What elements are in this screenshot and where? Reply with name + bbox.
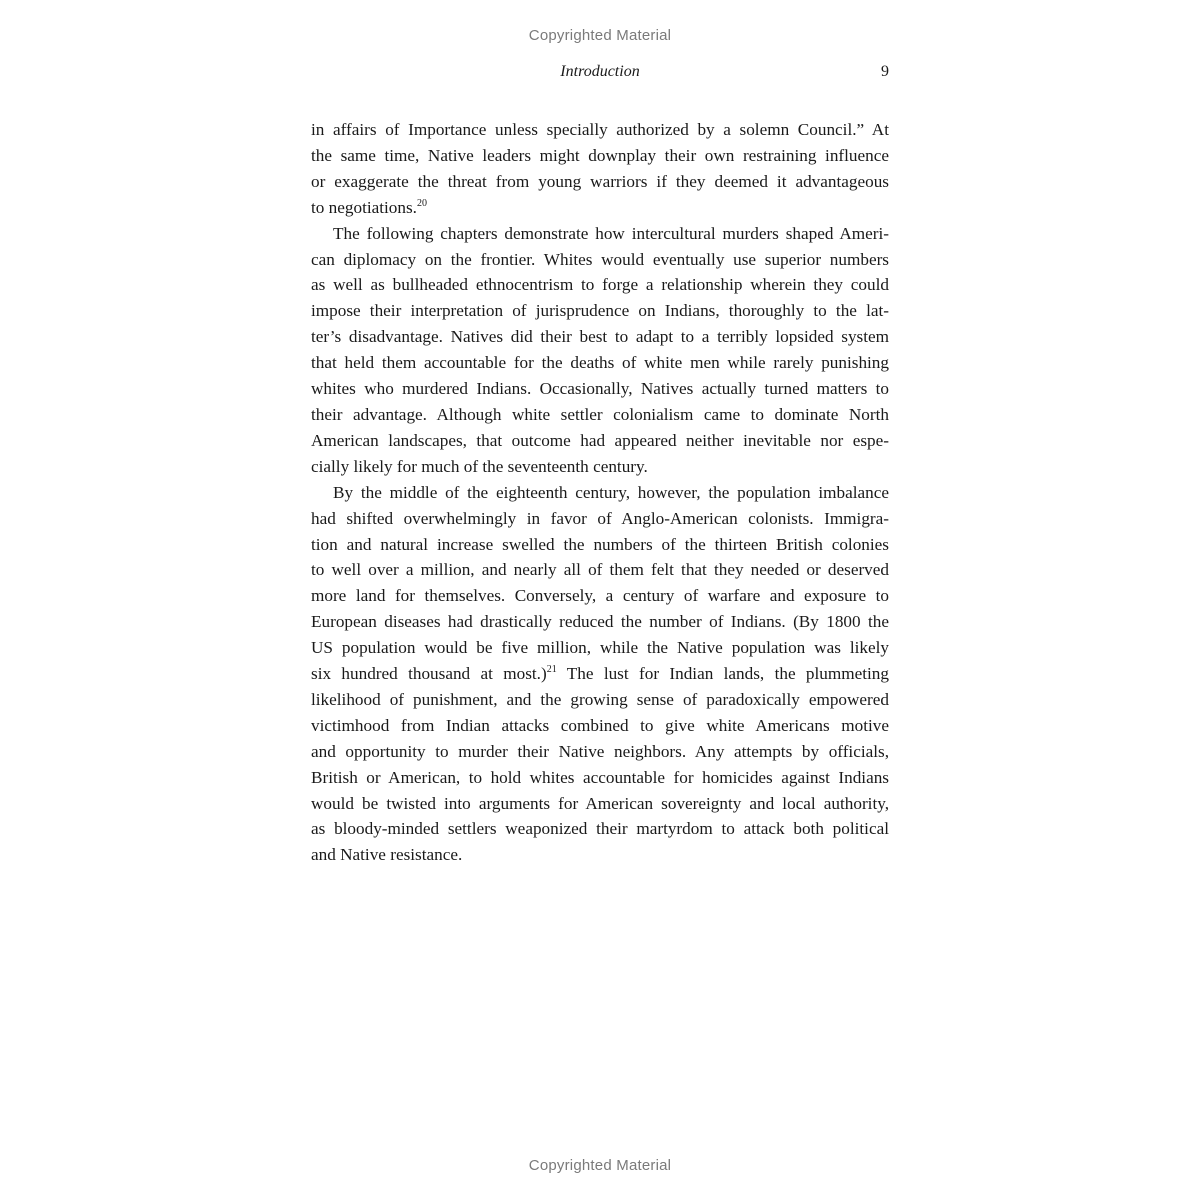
- paragraph-2: [311, 221, 889, 480]
- text-line: their advantage. Although white settler colonialism came to dominate North: [311, 404, 889, 424]
- text-line: more land for themselves. Conversely, a century of warfare and exposure to: [311, 586, 889, 606]
- text-line: victimhood from Indian attacks combined to give white Americans motive: [311, 715, 889, 735]
- paragraph-3: [311, 480, 889, 869]
- text-line: likelihood of punishment, and the growing sense of paradoxically empowered: [311, 689, 889, 709]
- text-line: would be twisted into arguments for American sovereignty and local authority,: [311, 793, 889, 813]
- text-line: in affairs of Importance unless specially authorized by a solemn Council.” At: [311, 120, 889, 139]
- footnote-ref[interactable]: 20: [416, 197, 427, 209]
- paragraph-1: [311, 117, 889, 221]
- text-line: tion and natural increase swelled the numbers of the thirteen British colonies: [311, 534, 889, 554]
- text-line: that held them accountable for the deaths of white men while rarely punishing: [311, 353, 889, 373]
- copyright-watermark-top: Copyrighted Material: [528, 27, 672, 44]
- text-line: [311, 661, 889, 687]
- text-line: the same time, Native leaders might downplay their own restraining influence: [311, 145, 889, 165]
- text-line-content: The lust for Indian lands, the plummeting: [556, 664, 889, 684]
- text-line: can diplomacy on the frontier. Whites would eventually use superior numbers: [311, 249, 889, 269]
- text-line: to well over a million, and nearly all of them felt that they needed or deserved: [311, 560, 889, 580]
- text-line: [311, 195, 889, 221]
- text-line: as bloody-minded settlers weaponized their martyrdom to attack both political: [311, 819, 889, 839]
- copyright-watermark-bottom: Copyrighted Material: [528, 1157, 672, 1174]
- text-line: American landscapes, that outcome had appeared neither inevitable nor espe-: [311, 430, 889, 450]
- text-line: The following chapters demonstrate how intercultural murders shaped Ameri-: [333, 223, 889, 243]
- text-line: as well as bullheaded ethnocentrism to forge a relationship wherein they could: [311, 275, 889, 295]
- running-title: Introduction: [560, 63, 640, 80]
- text-line: ter’s disadvantage. Natives did their best to adapt to a terribly lopsided system: [311, 327, 889, 347]
- text-line-content: six hundred thousand at most.): [311, 664, 547, 684]
- text-line: had shifted overwhelmingly in favor of Anglo-American colonists. Immigra-: [311, 508, 889, 528]
- text-line: By the middle of the eighteenth century, however, the population imbalance: [333, 482, 889, 502]
- text-line-content: to negotiations.: [311, 197, 417, 217]
- text-line: whites who murdered Indians. Occasionally, Natives actually turned matters to: [311, 379, 889, 399]
- text-line: or exaggerate the threat from young warriors if they deemed it advantageous: [311, 171, 889, 191]
- text-line: British or American, to hold whites accountable for homicides against Indians: [311, 767, 889, 787]
- page-number: 9: [881, 63, 889, 80]
- footnote-ref[interactable]: 21: [546, 664, 557, 676]
- text-line: and opportunity to murder their Native neighbors. Any attempts by officials,: [311, 741, 889, 761]
- text-line: European diseases had drastically reduced the number of Indians. (By 1800 the: [311, 612, 889, 632]
- text-line: and Native resistance.: [311, 845, 463, 865]
- running-head: [311, 63, 889, 85]
- text-line: US population would be five million, while the Native population was likely: [311, 638, 889, 658]
- text-line: impose their interpretation of jurisprudence on Indians, thoroughly to the lat-: [311, 301, 889, 321]
- text-line: cially likely for much of the seventeenth century.: [311, 456, 648, 476]
- body-text: [311, 117, 889, 868]
